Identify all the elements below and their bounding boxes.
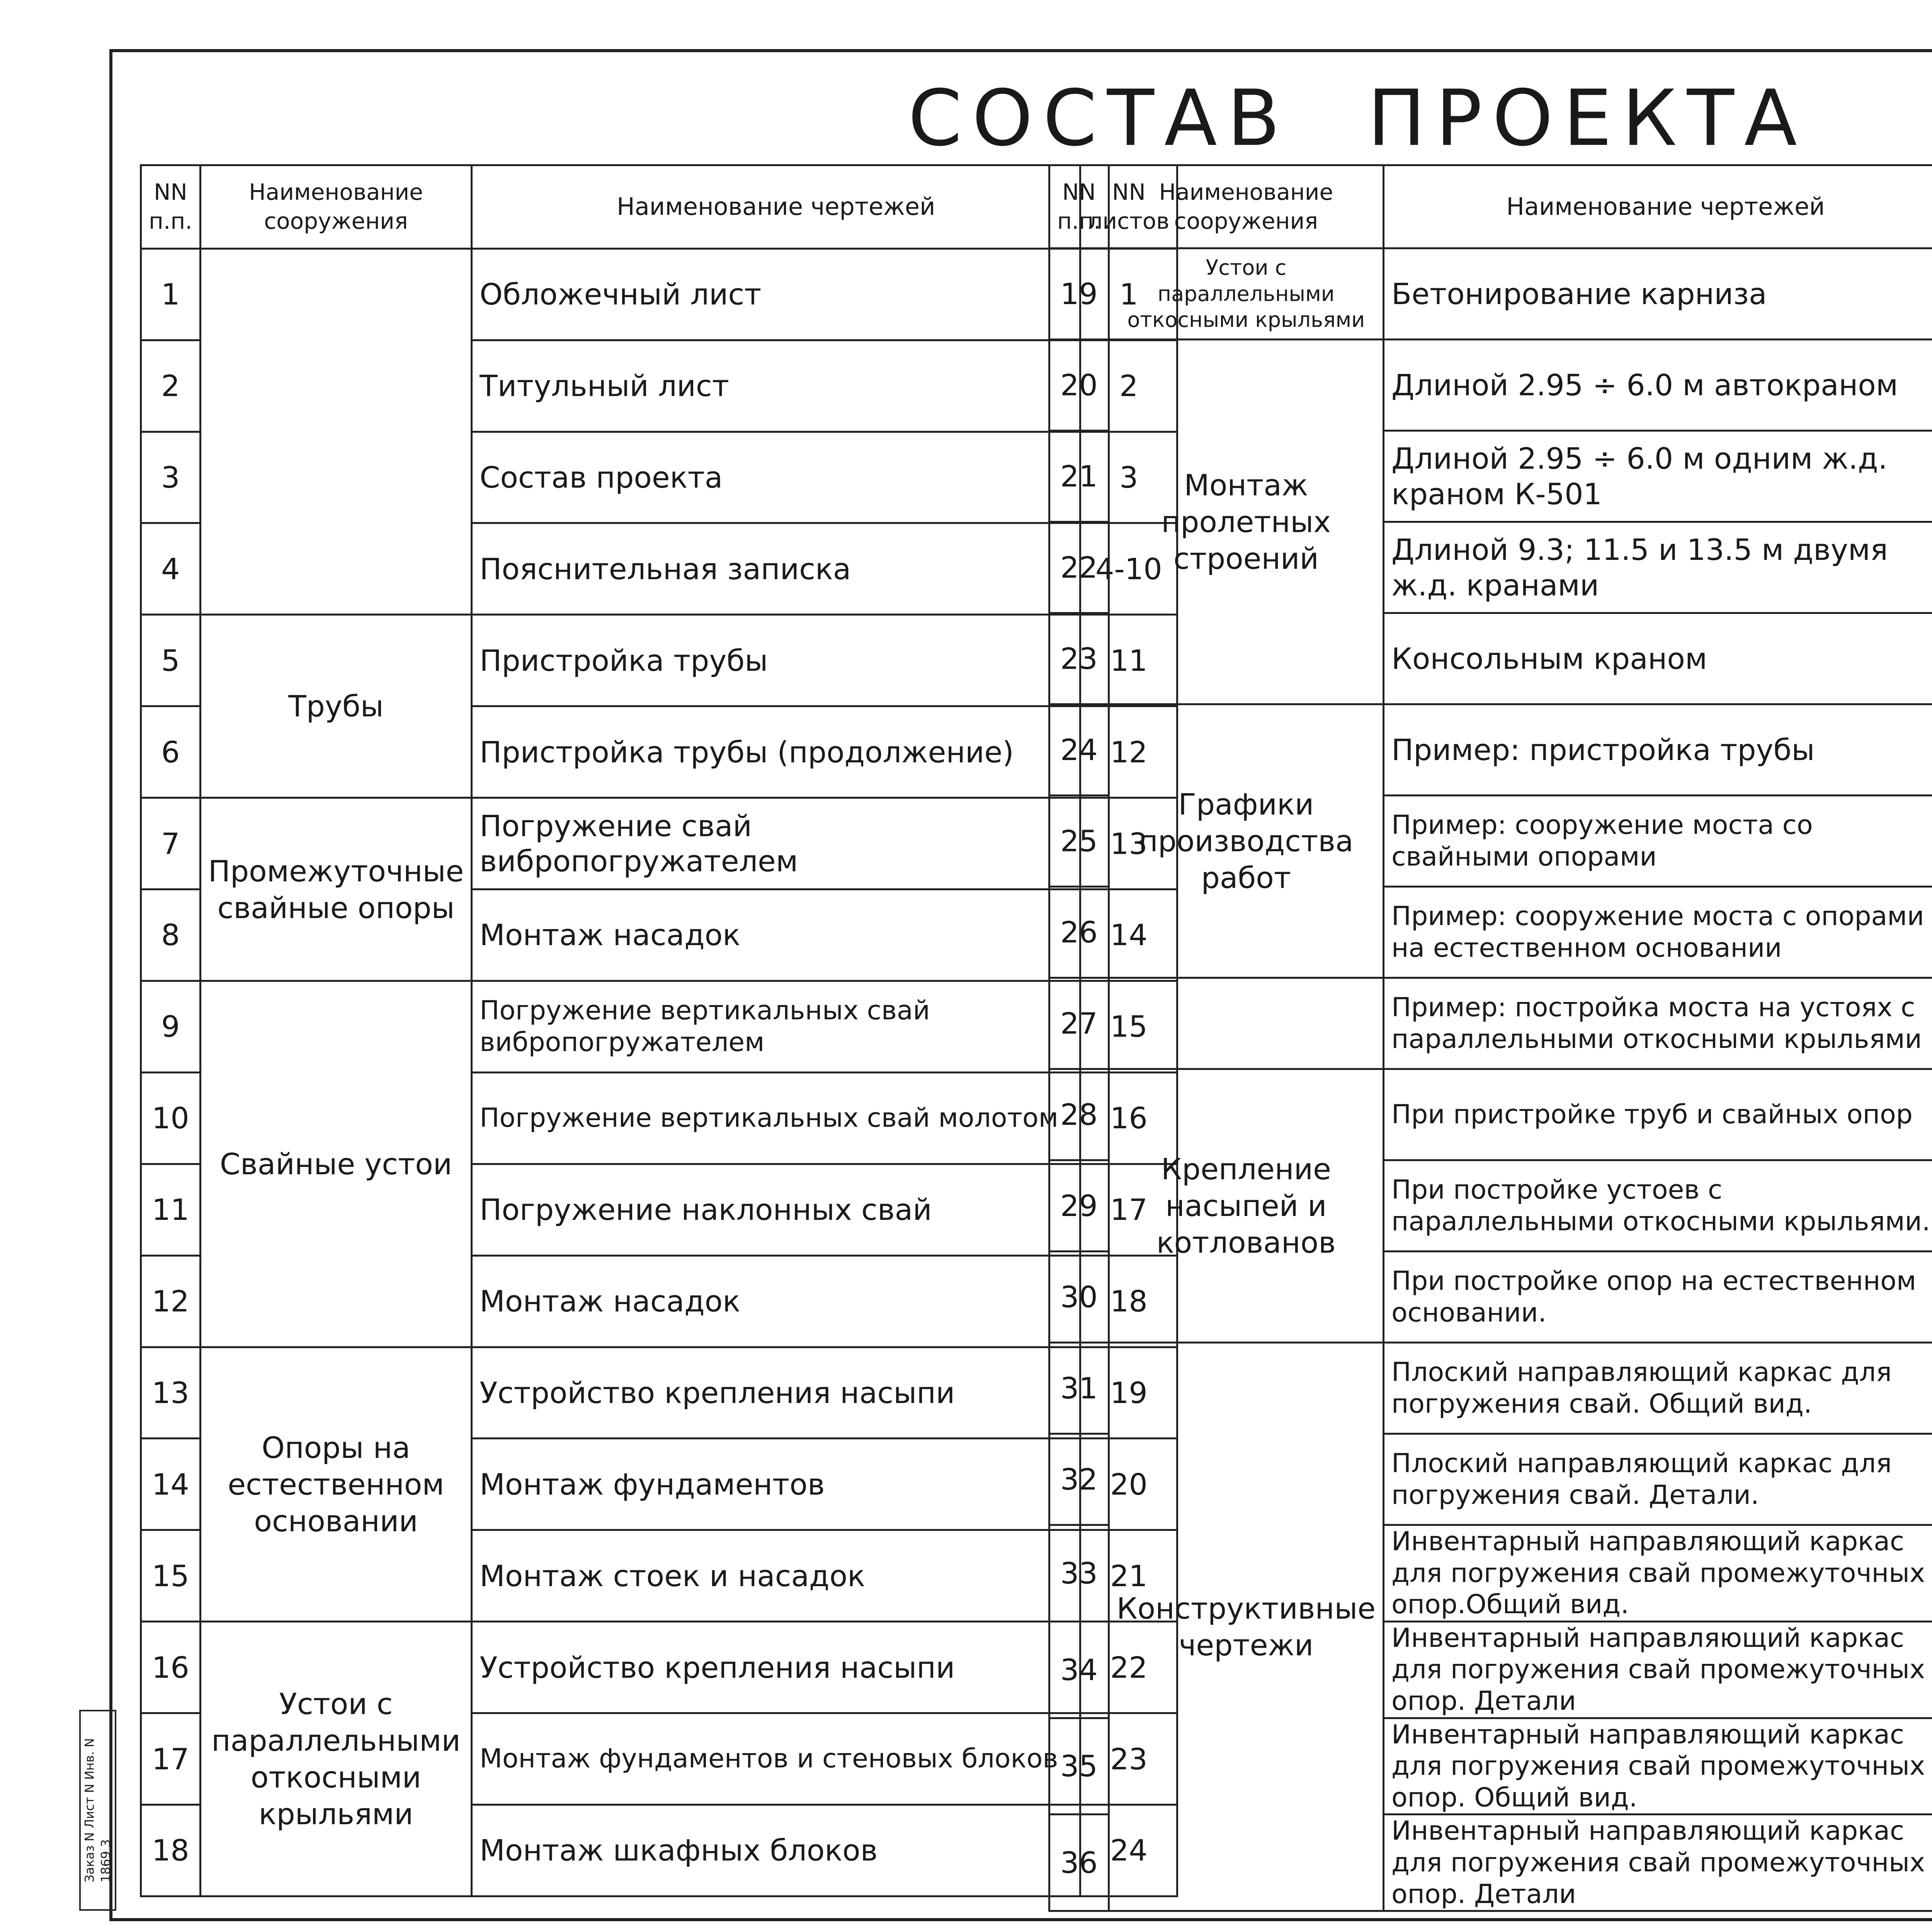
row-num: 21 bbox=[1049, 431, 1109, 522]
drawing-name: Устройство крепления насыпи bbox=[472, 1622, 1080, 1713]
row-num: 33 bbox=[1049, 1525, 1109, 1622]
row-num: 36 bbox=[1049, 1815, 1109, 1911]
drawing-name: Пример: сооружение моста со свайными опорами bbox=[1383, 796, 1932, 887]
drawing-name: Плоский направляющий каркас для погружения свай. Детали. bbox=[1383, 1434, 1932, 1525]
sheet-number: 24 bbox=[1080, 1804, 1177, 1896]
row-num: 26 bbox=[1049, 887, 1109, 978]
drawing-name: При пристройке труб и свайных опор bbox=[1383, 1069, 1932, 1160]
drawing-name: Погружение вертикальных свай вибропогружателем bbox=[472, 981, 1080, 1072]
row-num: 20 bbox=[1049, 340, 1109, 431]
sheet-number: 22 bbox=[1080, 1622, 1177, 1713]
table-header bbox=[1049, 165, 1932, 248]
table-row bbox=[141, 248, 1177, 340]
drawing-name: Монтаж стоек и насадок bbox=[472, 1530, 1080, 1622]
drawing-name: Состав проекта bbox=[472, 432, 1080, 523]
drawing-name: Устройство крепления насыпи bbox=[472, 1347, 1080, 1439]
order-stamp bbox=[79, 1710, 116, 1911]
drawing-name: Монтаж насадок bbox=[472, 889, 1080, 981]
table-row bbox=[1049, 1343, 1932, 1434]
drawing-name: Плоский направляющий каркас для погружения свай. Общий вид. bbox=[1383, 1343, 1932, 1434]
drawing-name: Погружение свай вибропогружателем bbox=[472, 798, 1080, 889]
row-num: 29 bbox=[1049, 1160, 1109, 1252]
row-num: 6 bbox=[141, 706, 201, 798]
drawing-name: Монтаж фундаментов bbox=[472, 1439, 1080, 1530]
row-num: 32 bbox=[1049, 1434, 1109, 1525]
table-row bbox=[1049, 248, 1932, 340]
drawing-name: Пояснительная записка bbox=[472, 523, 1080, 615]
drawing-name: Погружение вертикальных свай молотом bbox=[472, 1072, 1080, 1164]
header-sheets: NN листов bbox=[1080, 165, 1177, 249]
drawing-name: Монтаж фундаментов и стеновых блоков bbox=[472, 1713, 1080, 1805]
sheet-number: 14 bbox=[1080, 889, 1177, 981]
table-row bbox=[141, 1347, 1177, 1439]
sheet-number: 15 bbox=[1080, 981, 1177, 1072]
sheet-number: 12 bbox=[1080, 706, 1177, 798]
structure-group: Промежуточные свайные опоры bbox=[200, 798, 472, 981]
row-num: 2 bbox=[141, 340, 201, 432]
row-num: 15 bbox=[141, 1530, 201, 1622]
structure-group: Крепление насыпей и котлованов bbox=[1109, 1069, 1383, 1343]
header-drawing: Наименование чертежей bbox=[472, 165, 1080, 249]
table-row bbox=[1049, 1069, 1932, 1160]
row-num: 1 bbox=[141, 248, 201, 340]
row-num: 28 bbox=[1049, 1069, 1109, 1160]
sheet-number: 16 bbox=[1080, 1072, 1177, 1164]
header-structure: Наименование сооружения bbox=[1109, 165, 1383, 248]
sheet-number: 18 bbox=[1080, 1255, 1177, 1347]
structure-group: Устои с параллельными откосными крыльями bbox=[200, 1622, 472, 1896]
table-row bbox=[141, 798, 1177, 889]
header-num: NN п.п. bbox=[1049, 165, 1109, 248]
row-num: 27 bbox=[1049, 978, 1109, 1069]
row-num: 3 bbox=[141, 432, 201, 523]
table-header bbox=[141, 165, 1177, 249]
row-num: 16 bbox=[141, 1622, 201, 1713]
drawing-name: Длиной 9.3; 11.5 и 13.5 м двумя ж.д. кранами bbox=[1383, 522, 1932, 613]
sheet-number: 13 bbox=[1080, 798, 1177, 889]
row-num: 14 bbox=[141, 1439, 201, 1530]
table-row bbox=[141, 615, 1177, 706]
drawing-name: Бетонирование карниза bbox=[1383, 248, 1932, 340]
contents-table-1 bbox=[140, 164, 1178, 1897]
drawing-name: Инвентарный направляющий каркас для погружения свай промежуточных опор.Общий вид. bbox=[1383, 1525, 1932, 1622]
structure-group: Опоры на естественном основании bbox=[200, 1347, 472, 1622]
header-num: NN п.п. bbox=[141, 165, 201, 249]
drawing-name: Пристройка трубы (продолжение) bbox=[472, 706, 1080, 798]
table-row bbox=[141, 981, 1177, 1072]
drawing-name: Монтаж насадок bbox=[472, 1255, 1080, 1347]
drawing-name: Титульный лист bbox=[472, 340, 1080, 432]
drawing-name: При постройке устоев с параллельными откосными крыльями. bbox=[1383, 1160, 1932, 1252]
table-row bbox=[1049, 978, 1932, 1069]
structure-group: Устои с параллельными откосными крыльями bbox=[1109, 248, 1383, 340]
drawing-name: Пример: постройка моста на устоях с параллельными откосными крыльями bbox=[1383, 978, 1932, 1069]
row-num: 8 bbox=[141, 889, 201, 981]
sheet-number: 2 bbox=[1080, 340, 1177, 432]
structure-group: Конструктивные чертежи bbox=[1109, 1343, 1383, 1911]
row-num: 25 bbox=[1049, 796, 1109, 887]
structure-group: Свайные устои bbox=[200, 981, 472, 1347]
row-num: 19 bbox=[1049, 248, 1109, 340]
drawing-name: Инвентарный направляющий каркас для погружения свай промежуточных опор. Детали bbox=[1383, 1621, 1932, 1718]
drawing-name: Инвентарный направляющий каркас для погружения свай промежуточных опор. Детали bbox=[1383, 1815, 1932, 1911]
row-num: 31 bbox=[1049, 1343, 1109, 1434]
drawing-name: Обложечный лист bbox=[472, 248, 1080, 340]
order-values: 1869 3 bbox=[98, 1839, 113, 1883]
title-word: СОСТАВ bbox=[908, 73, 1290, 163]
drawing-name: Монтаж шкафных блоков bbox=[472, 1804, 1080, 1896]
structure-group: Трубы bbox=[200, 615, 472, 798]
header-drawing: Наименование чертежей bbox=[1383, 165, 1932, 248]
row-num: 11 bbox=[141, 1164, 201, 1255]
row-num: 23 bbox=[1049, 613, 1109, 704]
row-num: 17 bbox=[141, 1713, 201, 1805]
structure-group bbox=[200, 248, 472, 615]
row-num: 13 bbox=[141, 1347, 201, 1439]
row-num: 9 bbox=[141, 981, 201, 1072]
sheet-number: 11 bbox=[1080, 615, 1177, 706]
page-title bbox=[908, 73, 1884, 163]
structure-group: Монтаж пролетных строений bbox=[1109, 340, 1383, 704]
drawing-name: Погружение наклонных свай bbox=[472, 1164, 1080, 1255]
structure-group: Графики производства работ bbox=[1109, 704, 1383, 978]
row-num: 18 bbox=[141, 1804, 201, 1896]
title-word: ПРОЕКТА bbox=[1367, 73, 1807, 163]
sheet-number: 3 bbox=[1080, 432, 1177, 523]
order-text bbox=[82, 1738, 114, 1883]
row-num: 5 bbox=[141, 615, 201, 706]
sheet-number: 23 bbox=[1080, 1713, 1177, 1805]
sheet-number: 20 bbox=[1080, 1439, 1177, 1530]
row-num: 7 bbox=[141, 798, 201, 889]
row-num: 12 bbox=[141, 1255, 201, 1347]
table-row bbox=[1049, 340, 1932, 431]
sheet-number: 21 bbox=[1080, 1530, 1177, 1622]
contents-table-2 bbox=[1048, 164, 1932, 1912]
drawing-name: Пример: пристройка трубы bbox=[1383, 704, 1932, 796]
row-num: 4 bbox=[141, 523, 201, 615]
drawing-name: Длиной 2.95 ÷ 6.0 м одним ж.д. краном К-501 bbox=[1383, 431, 1932, 522]
drawing-name: Консольным краном bbox=[1383, 613, 1932, 704]
row-num: 22 bbox=[1049, 522, 1109, 613]
row-num: 35 bbox=[1049, 1718, 1109, 1815]
drawing-name: Пример: сооружение моста с опорами на естественном основании bbox=[1383, 887, 1932, 978]
drawing-name: Длиной 2.95 ÷ 6.0 м автокраном bbox=[1383, 340, 1932, 431]
row-num: 30 bbox=[1049, 1252, 1109, 1343]
sheet-number: 17 bbox=[1080, 1164, 1177, 1255]
drawing-name: Инвентарный направляющий каркас для погружения свай промежуточных опор. Общий вид. bbox=[1383, 1718, 1932, 1815]
structure-group bbox=[1109, 978, 1383, 1069]
order-labels: Заказ N Лист N Инв. N bbox=[82, 1738, 97, 1883]
row-num: 34 bbox=[1049, 1621, 1109, 1718]
row-num: 24 bbox=[1049, 704, 1109, 796]
table-row bbox=[1049, 704, 1932, 796]
drawing-name: Пристройка трубы bbox=[472, 615, 1080, 706]
sheet-number: 1 bbox=[1080, 248, 1177, 340]
row-num: 10 bbox=[141, 1072, 201, 1164]
header-structure: Наименование сооружения bbox=[200, 165, 472, 249]
sheet-number: 19 bbox=[1080, 1347, 1177, 1439]
drawing-name: При постройке опор на естественном основании. bbox=[1383, 1252, 1932, 1343]
sheet-number: 4-10 bbox=[1080, 523, 1177, 615]
table-row bbox=[141, 1622, 1177, 1713]
